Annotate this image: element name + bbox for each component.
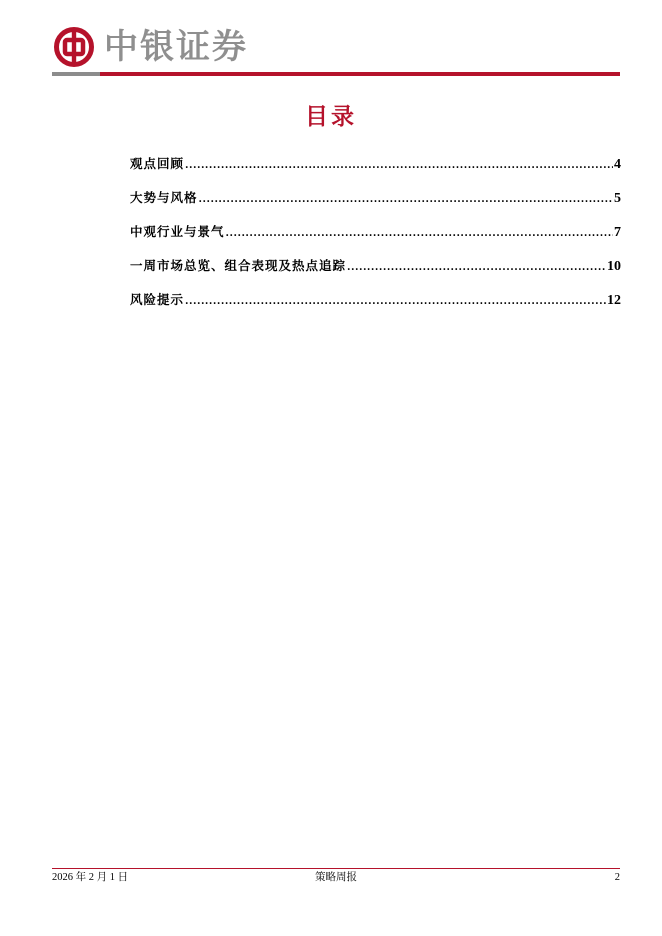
toc-entry-page: 7 (614, 225, 621, 240)
toc-entry-label: 中观行业与景气 (130, 224, 225, 239)
header-rule-grey (52, 72, 100, 76)
page-number: 2 (614, 872, 620, 883)
brand-name: 中银证券 (104, 27, 248, 67)
toc-entry-label: 观点回顾 (130, 156, 185, 171)
toc-entry[interactable] (130, 255, 621, 289)
header-rule-red (100, 72, 620, 76)
toc-entry[interactable] (130, 221, 621, 255)
report-type: 策略周报 (315, 872, 357, 883)
toc-dot-leader (347, 257, 606, 279)
toc-dot-leader (185, 155, 613, 177)
toc-entry-page: 5 (614, 191, 621, 206)
toc-dot-leader (199, 189, 613, 211)
toc-dot-leader (185, 291, 606, 313)
toc-title: 目录 (305, 104, 357, 130)
footer-rule (52, 868, 620, 869)
page-footer (52, 870, 620, 886)
table-of-contents (130, 153, 621, 323)
toc-entry[interactable] (130, 289, 621, 323)
page-header (52, 22, 248, 72)
toc-dot-leader (226, 223, 613, 245)
bank-of-china-logo-icon (52, 25, 96, 69)
toc-entry-label: 大势与风格 (130, 190, 198, 205)
toc-entry-page: 4 (614, 157, 621, 172)
report-date: 2026 年 2 月 1 日 (52, 872, 129, 883)
toc-entry-label: 一周市场总览、组合表现及热点追踪 (130, 258, 347, 273)
toc-entry-page: 12 (607, 293, 621, 308)
toc-entry-page: 10 (607, 259, 621, 274)
toc-entry[interactable] (130, 187, 621, 221)
toc-entry-label: 风险提示 (130, 292, 185, 307)
toc-entry[interactable] (130, 153, 621, 187)
